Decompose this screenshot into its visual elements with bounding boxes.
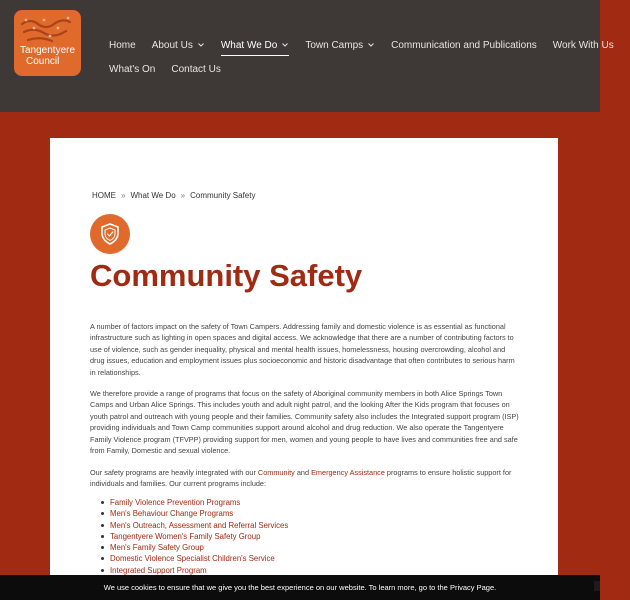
- cookie-notice-text[interactable]: We use cookies to ensure that we give you the best experience on our website. To learn more, go to the Privacy Page.: [103, 583, 497, 592]
- chevron-down-icon: [281, 41, 289, 49]
- logo-text-line2: Council: [26, 56, 60, 67]
- breadcrumb-item-community-safety: Community Safety: [190, 191, 256, 200]
- intro-paragraph: A number of factors impact on the safety of Town Campers. Addressing family and domestic violence is as essential as functional infrastructure such as lighting in open spaces and digital access. We acknowledge that there are a number of contributing factors to use of violence, such as gender inequality, physical and mental health issues, homelessness, housing overcrowding, alcohol and drug issues, education and employment issues plus socioeconomic and historic disadvantage that often contributes to serious harm in relationships.: [90, 322, 515, 377]
- logo-text-line1: Tangentyere: [20, 45, 76, 56]
- nav-item-what-s-on[interactable]: [109, 64, 155, 75]
- site-logo[interactable]: [14, 10, 81, 76]
- cookie-bar: [0, 575, 600, 600]
- community-link[interactable]: Community: [257, 468, 295, 477]
- nav-item-label: Contact Us: [171, 63, 221, 75]
- content-card: [50, 138, 558, 600]
- integration-paragraph: [90, 467, 520, 490]
- integration-text-start: Our safety programs are heavily integrated with our: [90, 468, 258, 477]
- nav-item-label: Communication and Publications: [391, 39, 537, 51]
- program-list-item[interactable]: Tangentyere Women's Family Safety Group: [110, 531, 288, 542]
- primary-nav-row-2: [109, 60, 237, 78]
- breadcrumb-separator: »: [121, 191, 126, 200]
- program-list-item[interactable]: Domestic Violence Specialist Children's Service: [110, 553, 288, 564]
- nav-item-about-us[interactable]: [152, 40, 205, 51]
- nav-item-label: What We Do: [220, 39, 278, 51]
- breadcrumb-separator: »: [180, 191, 186, 200]
- nav-item-label: What's On: [109, 63, 156, 75]
- nav-item-communication-and-publications[interactable]: [391, 40, 537, 51]
- chevron-down-icon: [367, 41, 375, 49]
- integration-text-middle: and: [294, 468, 312, 477]
- program-list-item[interactable]: Men's Behaviour Change Programs: [110, 508, 288, 519]
- chevron-down-icon: [197, 41, 205, 49]
- program-list-item[interactable]: Integrated Support Program: [110, 565, 288, 576]
- breadcrumb: [92, 191, 255, 200]
- nav-item-work-with-us[interactable]: [553, 40, 614, 51]
- emergency-assistance-link[interactable]: Emergency Assistance: [311, 468, 385, 477]
- breadcrumb-item-home[interactable]: HOME: [92, 191, 116, 200]
- nav-item-label: Work With Us: [552, 39, 614, 51]
- programs-paragraph: We therefore provide a range of programs that focus on the safety of Aboriginal community members in both Alice Springs Town Camps and Urban Alice Springs. This includes youth and adult night patrol, and the looking After the Kids program that focuses on youth patrol and outreach with young people and their families. Community safety also includes the Integrated support program (ISP) providing individuals and Town Camp communities support around alcohol and drug reduction. We also operate the Tangentyere Family Violence program (TFVPP) providing support for men, women and young people to have lives and communities free and safe from Family, Domestic and sexual violence.: [90, 389, 519, 456]
- cookie-close-icon[interactable]: [594, 581, 600, 591]
- breadcrumb-item-what-we-do[interactable]: What We Do: [130, 191, 176, 200]
- nav-item-label: Home: [109, 39, 136, 51]
- nav-item-town-camps[interactable]: [305, 40, 375, 51]
- integration-text-end: programs to ensure holistic support for individuals and families. Our current programs include:: [90, 468, 512, 489]
- nav-item-home[interactable]: [109, 40, 136, 51]
- program-list-item[interactable]: Men's Family Safety Group: [110, 542, 288, 553]
- program-list: [110, 497, 288, 576]
- nav-item-label: Town Camps: [305, 39, 364, 51]
- page-title: Community Safety: [90, 258, 363, 293]
- nav-item-what-we-do[interactable]: [221, 40, 290, 51]
- section-badge: [90, 214, 130, 254]
- primary-nav-row-1: [109, 36, 630, 54]
- nav-item-contact-us[interactable]: [171, 64, 220, 75]
- shield-icon: [100, 223, 120, 245]
- nav-item-label: About Us: [151, 39, 193, 51]
- program-list-item[interactable]: Family Violence Prevention Programs: [110, 497, 288, 508]
- program-list-item[interactable]: Men's Outreach, Assessment and Referral Services: [110, 520, 289, 530]
- site-header: [0, 0, 614, 112]
